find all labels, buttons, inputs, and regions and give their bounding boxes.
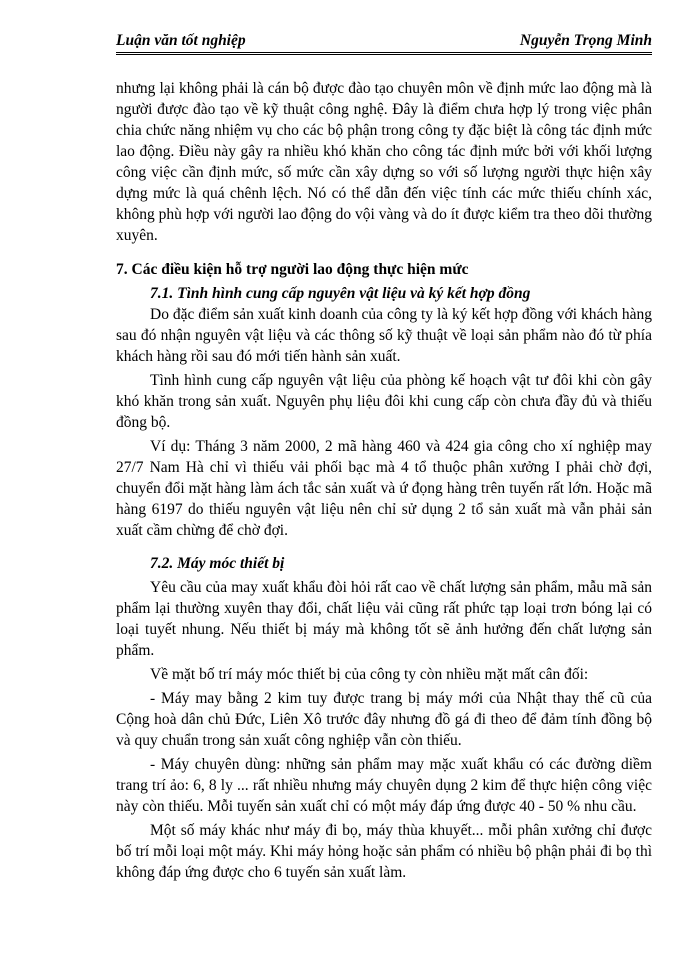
paragraph-7-2-a: Yêu cầu của may xuất khẩu đòi hỏi rất cao về chất lượng sản phẩm, mẫu mã sản phẩm lại thường xuyên thay đổi, chất liệu vải cũng rất phức tạp loại trơn bóng lại có loại tuyết nhung. Nếu thiết bị máy mà không tốt sẽ ảnh hưởng đến chất lượng sản phẩm. [116, 579, 652, 659]
paragraph-intro: nhưng lại không phải là cán bộ được đào tạo chuyên môn về định mức lao động mà là người được đào tạo về kỹ thuật công nghệ. Đây là điểm chưa hợp lý trong việc phân chia chức năng nhiệm vụ cho các bộ phận trong công ty đặc biệt là công tác định mức lao động. Điều này gây ra nhiều khó khăn cho công tác định mức bởi với khối lượng công việc cần định mức, số mức cần xây dựng so với số lượng người thực hiện xây dựng mức là quá chênh lệch. Nó có thể dẫn đến việc tính các mức thiếu chính xác, không phù hợp với người lao động do vội vàng và do ít được kiểm tra theo dõi thường xuyên. [116, 80, 652, 244]
list-item-sewing-machines: - Máy may bằng 2 kim tuy được trang bị máy mới của Nhật thay thế cũ của Cộng hoà dân chủ Đức, Liên Xô trước đây nhưng đồ gá đi theo để đảm tính đồng bộ và quy chuẩn trong sản xuất công nghiệp vẫn còn thiếu. [116, 690, 652, 749]
paragraph-7-1-b: Tình hình cung cấp nguyên vật liệu của phòng kế hoạch vật tư đôi khi còn gây khó khăn trong sản xuất. Nguyên phụ liệu đôi khi cung cấp còn chưa đầy đủ và thiếu đồng bộ. [116, 372, 652, 431]
page-body [116, 78, 652, 883]
header-thesis-title: Luận văn tốt nghiệp [116, 32, 246, 49]
page-header [116, 30, 652, 55]
paragraph-7-1-example: Ví dụ: Tháng 3 năm 2000, 2 mã hàng 460 và 424 gia công cho xí nghiệp may 27/7 Nam Hà chỉ vì thiếu vải phối bạc mà 4 tổ thuộc phân xưởng I phải chờ đợi, chuyển đổi mặt hàng làm ách tắc sản xuất và ứ đọng hàng trên tuyến rất lớn. Hoặc mã hàng 6197 do thiếu nguyên vật liệu nên chỉ sử dụng 2 tổ sản xuất mà vẫn phải sản xuất cầm chừng để chờ đợi. [116, 438, 652, 539]
subsection-7-2-heading: 7.2. Máy móc thiết bị [150, 555, 285, 572]
section-7-heading: 7. Các điều kiện hỗ trợ người lao động thực hiện mức [116, 261, 469, 278]
list-item-special-machines: - Máy chuyên dùng: những sản phẩm may mặc xuất khẩu có các đường diềm trang trí ảo: 6, 8 ly ... rất nhiều nhưng máy chuyên dụng 2 kim để thực hiện công việc này còn thiếu. Mỗi tuyến sản xuất chỉ có một máy đáp ứng được 40 - 50 % nhu cầu. [116, 756, 652, 815]
subsection-7-1-heading: 7.1. Tình hình cung cấp nguyên vật liệu và ký kết hợp đồng [150, 285, 531, 302]
paragraph-7-2-b: Về mặt bố trí máy móc thiết bị của công ty còn nhiều mặt mất cân đối: [150, 666, 589, 683]
paragraph-7-2-c: Một số máy khác như máy đi bọ, máy thùa khuyết... mỗi phân xưởng chỉ được bố trí mỗi loại một máy. Khi máy hỏng hoặc sản phẩm có nhiều bộ phận phải đi bọ thì không đáp ứng được cho 6 tuyến sản xuất làm. [116, 822, 652, 881]
header-author-name: Nguyễn Trọng Minh [519, 32, 652, 49]
paragraph-7-1-a: Do đặc điểm sản xuất kinh doanh của công ty là ký kết hợp đồng với khách hàng sau đó nhận nguyên vật liệu và các thông số kỹ thuật về loại sản phẩm nào đó từ phía khách hàng rồi sau đó mới tiến hành sản xuất. [116, 306, 652, 365]
